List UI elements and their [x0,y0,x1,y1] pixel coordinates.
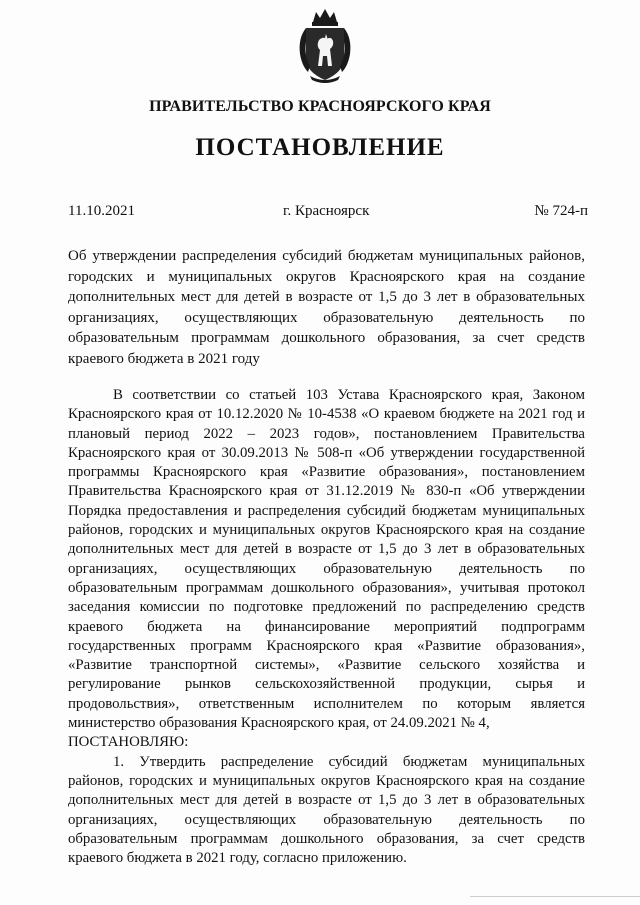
preamble-paragraph: В соответствии со статьей 103 Устава Красноярского края, Законом Красноярского края от 10.12.2020 № 10-4538 «О краевом бюджете на 2021 год и плановый период 2022 – 2023 годов», постановлением Правительства Красноярского края от 30.09.2013 № 508-п «Об утверждении государственной программы Красноярского края «Развитие образования», постановлением Правительства Красноярского края от 31.12.2019 № 830-п «Об утверждении Порядка предоставления и распределения субсидий бюджетам муниципальных районов, городских и муниципальных округов Красноярского края на создание дополнительных мест для детей в возрасте от 1,5 до 3 лет в образовательных организациях, осуществляющих образовательную деятельность по образовательным программам дошкольного образования», учитывая протокол заседания комиссии по подготовке предложений по распределению средств краевого бюджета на финансирование мероприятий подпрограмм государственных программ Красноярского края «Развитие образования», «Развитие транспортной системы», «Развитие сельского хозяйства и регулирование рынков сельскохозяйственной продукции, сырья и продовольствия», ответственным исполнителем по которым является министерство образования Красноярского края, от 24.09.2021 № 4, [68,387,585,732]
document-subject: Об утверждении распределения субсидий бюджетам муниципальных районов, городских и муниципальных округов Красноярского края на создание дополнительных мест для детей в возрасте от 1,5 до 3 лет в образовательных организациях, осуществляющих образовательную деятельность по образовательным программам дошкольного образования, за счет средств краевого бюджета в 2021 году [68,248,585,367]
document-body [68,386,585,868]
document-type-title: ПОСТАНОВЛЕНИЕ [195,134,445,161]
document-city: г. Красноярск [283,203,370,219]
document-date: 11.10.2021 [68,203,135,219]
decree-word: ПОСТАНОВЛЯЮ: [68,734,189,751]
scan-edge-divider [470,896,640,897]
government-name: ПРАВИТЕЛЬСТВО КРАСНОЯРСКОГО КРАЯ [149,98,491,115]
item-1-paragraph: 1. Утвердить распределение субсидий бюджетам муниципальных районов, городских и муниципальных округов Красноярского края на создание дополнительных мест для детей в возрасте от 1,5 до 3 лет в образовательных организациях, осуществляющих образовательную деятельность по образовательным программам дошкольного образования, за счет средств краевого бюджета в 2021 году, согласно приложению. [68,753,585,867]
document-number: № 724-п [534,203,588,219]
krasnoyarsk-coat-of-arms-icon [296,6,354,84]
